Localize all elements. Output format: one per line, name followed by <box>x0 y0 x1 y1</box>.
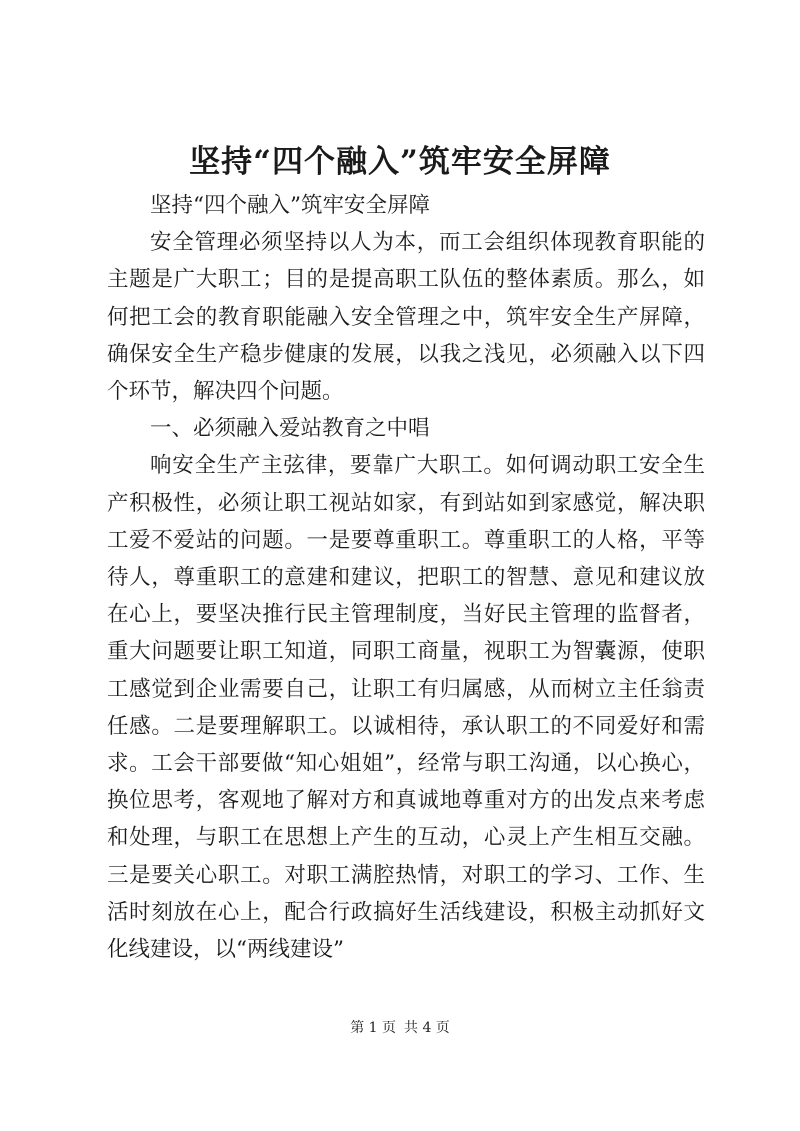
page-footer <box>0 1018 800 1038</box>
document-body <box>107 187 705 968</box>
section-heading: 一、必须融入爱站教育之中唱 <box>150 416 430 442</box>
page-title: 坚持“四个融入”筑牢安全屏障 <box>189 144 611 180</box>
page-total: 共 4 页 <box>404 1020 450 1036</box>
intro-paragraph: 安全管理必须坚持以人为本，而工会组织体现教育职能的主题是广大职工；目的是提高职工队伍的整体素质。那么，如何把工会的教育职能融入安全管理之中，筑牢安全生产屏障，确保安全生产稳步健康的发展，以我之浅见，必须融入以下四个环节，解决四个问题。 <box>107 230 705 405</box>
body-paragraph: 响安全生产主弦律，要靠广大职工。如何调动职工安全生产积极性，必须让职工视站如家，有到站如到家感觉，解决职工爱不爱站的问题。一是要尊重职工。尊重职工的人格，平等待人，尊重职工的意建和建议，把职工的智慧、意见和建议放在心上，要坚决推行民主管理制度，当好民主管理的监督者，重大问题要让职工知道，同职工商量，视职工为智囊源，使职工感觉到企业需要自己，让职工有归属感，从而树立主任翁责任感。二是要理解职工。以诚相待，承认职工的不同爱好和需求。工会干部要做“知心姐姐”，经常与职工沟通，以心换心，换位思考，客观地了解对方和真诚地尊重对方的出发点来考虑和处理，与职工在思想上产生的互动，心灵上产生相互交融。三是要关心职工。对职工满腔热情，对职工的学习、工作、生活时刻放在心上，配合行政搞好生活线建设，积极主动抓好文化线建设，以“两线建设” <box>107 453 705 963</box>
subtitle-paragraph: 坚持“四个融入”筑牢安全屏障 <box>150 193 430 218</box>
page-number: 第 1 页 <box>350 1020 396 1036</box>
